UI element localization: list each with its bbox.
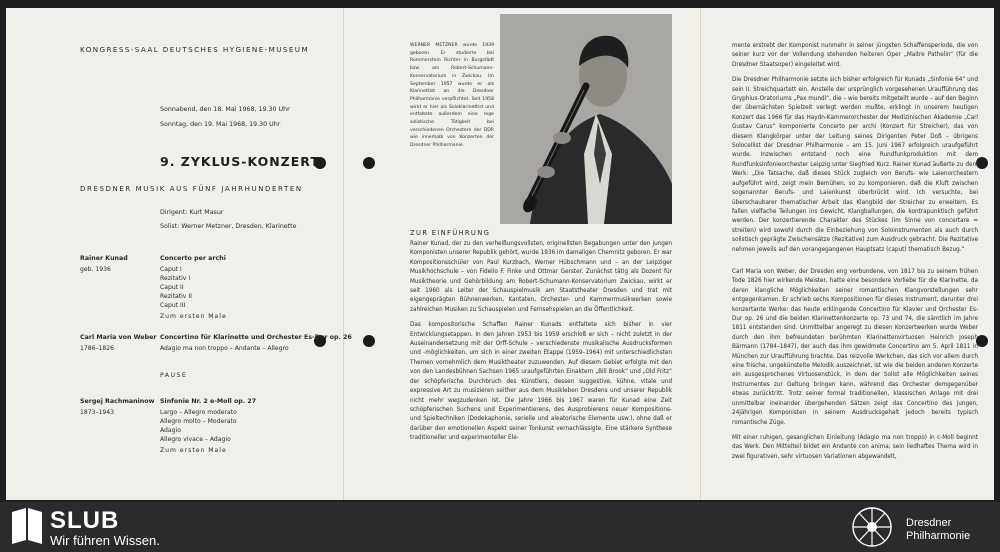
philharmonie-logo-icon [846,504,898,550]
movement: Caput III [160,302,186,309]
soloist-photo [500,14,672,224]
text-paragraph: Die Dresdner Philharmonie setzte sich bisher erfolgreich für Kunads „Sinfonie 64“ und sein II. Streichquartett ein. Anstelle der ursprünglich vorgesehenen Uraufführung des Gryphius-Oratoriums „Pax mundi“, die – wie bereits mitgeteilt wurde – auf den Beginn der übernächsten Spielzeit verlegt werden mußte, erklingt in unserem heutigen Konzert das 1966 für das Haydn-Kammerorchester der Medizinischen Akademie „Carl Gustav Carus“ komponierte Concerto per archi (Konzert für Streicher), das von diesem Klangkörper unter der Leitung seines Dirigenten Peter Doß – übrigens Solocellist der Dresdner Philharmonie – am 15. Juni 1967 erfolgreich uraufgeführt wurde. Inzwischen entstand noch eine Rundfunkproduktion mit dem Rundfunksinfonieorchester Leipzig unter Siegfried Kurz. Rainer Kunad äußerte zu dem Werk: „Die Tatsache, daß dieses Stück zugleich von Berufs- wie Laienorchestern aufgeführt wird, zeigt mein Bemühen, so zu komponieren, daß die Kluft zwischen sogenannter Berufs- und Laienkunst überbrückt wird. Ich versuchte, bei überschaubarer thematischer Arbeit das Klangbild der Streicher zu erweitern. Es fallen vielfache Teilungen ins Gewicht, Klangballungen, die kontrapunktisch geführt werden. Der konzertierende Charakter des Stückes (im Sinne von concertare = streiten) wird sowohl durch die Einbeziehung von Soloinstrumenten als auch durch solistisch geprägte Zwischensätze (Rezitative) zum Ausdruck gebracht. Die Rezitative nehmen jeweils auf den vorangegangenen Hauptsatz (caput) thematisch Bezug.“ [732,77,978,253]
concert-title: 9. ZYKLUS-KONZERT [160,154,320,169]
composer-dates: geb. 1936 [80,266,111,273]
intro-paragraph: Das kompositorische Schaffen Rainer Kunads entfaltete sich bisher in vier Entwicklungsetappen. In den Jahren 1953 bis 1959 erschloß er sich – nicht zuletzt in der Auseinandersetzung mit der Orff-Schule – verschiedenste musikalische Ausdrucksformen und -möglichkeiten, um sich in einer zweiten Etappe (1959–1964) mit unterschiedlichsten Themen vornehmlich dem Musiktheater zuzuwenden. Auf diesem Gebiet erfolgte mit den von den Landesbühnen Sachsen 1965 uraufgeführten Einaktern „Bill Brook“ und „Old Fritz“ der schöpferische Durchbruch des Künstlers, dessen suggestive, kühne, vitale und expressive Art zu musizieren seither aus dem Musikleben Dresdens und unserer Republik nicht mehr wegzudenken ist. Die Jahre 1966 bis 1967 waren für Kunad eine Zeit schöpferischen Suchens und Experimentierens, des Ausprobierens neuer Kompositions- und Spieltechniken (Dodekaphonie, serielle und aleatorische Elemente usw.), ohne daß er darüber den emotionellen Aspekt seiner Tonkunst vernachlässigte. Eine stärkere Synthese traditioneller und experimenteller Ele- [410,322,672,442]
intro-text [410,240,672,450]
movement: Largo – Allegro moderato [160,409,237,416]
orchestra-name-line: Philharmonie [906,530,971,542]
text-paragraph: Carl Maria von Weber, der Dresden eng verbundene, von 1817 bis zu seinem frühen Tode 1826 hier wirkende Meister, hatte eine besondere Vorliebe für die Klarinette, da deren klangliche Möglichkeiten seiner romantischen Klangvorstellungen sehr entgegenkamen. Er schrieb sechs Kompositionen für dieses Instrument, darunter drei konzertante Werke: das heute erklingende Concertino für Klavier und Orchester Es-Dur op. 26 und die beiden Klarinettenkonzerte op. 73 und 74, die sämtlich im Jahre 1811 entstanden sind. Unmittelbar angeregt zu diesen Konzertwerken wurde Weber durch den ihm befreundeten berühmten Klarinettenvirtuosen Heinrich Joseph Bärmann (1784–1847), der auch das ihm gewidmete Concertino am 5. April 1811 in München zur Uraufführung brachte. Das reizvolle Werkchen, das sich vor allem durch eine frische, ungekünstelte Melodik auszeichnet, ist wie die beiden anderen Konzerte ein ausgesprochenes Virtuosenstück, in dem der Solist alle Möglichkeiten seines Instrumentes zur Geltung bringen kann, während das Orchester demgegenüber etwas zurücktritt. Trotz seiner formal traditionellen, klassischen Anlage mit drei unmittelbar ineinander übergehenden Sätzen zeigt das Concertino des jungen, 24jährigen Komponisten in seinem Ausdrucksgehalt jedoch bereits typisch romantische Züge. [732,269,978,426]
composer-weber: Carl Maria von Weber [80,334,157,341]
orchestra-name [906,517,970,543]
composer-rachmaninow: Sergej Rachmaninow [80,398,155,405]
date-saturday: Sonnabend, den 18. Mai 1968, 19.30 Uhr [160,106,290,113]
soloist: Solist: Werner Metzner, Dresden, Klarinette [160,223,297,230]
movement: Rezitativ I [160,275,191,282]
intro-paragraph: Rainer Kunad, der zu den verheißungsvollsten, originellsten Begabungen unter den jungen Komponisten unserer Republik gehört, wurde 1936 im damaligen Chemnitz geboren. Er war Kompositionsschüler von Paul Kurzbach, Werner Hübschmann und – an der Leipziger Musikhochschule – von Fidelio F. Finke und Ottmar Gerster. Zunächst tätig als Dozent für Musiktheorie und Gehörbildung am Robert-Schumann-Konservatorium Zwickau, wirkt er seit 1960 als Leiter der Schauspielmusik am Staatstheater Dresden und trat mit eigengeprägten Bühnenwerken, Kantaten, Orchester- und Kammermusikwerken sowie zahlreichen Musiken zu Schauspielen und Fernsehspielen an die Öffentlichkeit. [410,241,672,313]
composer-dates: 1873–1943 [80,409,115,416]
intro-heading: ZUR EINFÜHRUNG [410,229,491,237]
movement: Adagio [160,427,181,434]
composer-dates: 1786–1826 [80,345,115,352]
premiere-note: Zum ersten Male [160,447,227,454]
slub-book-icon [10,506,44,544]
piece-title: Concerto per archi [160,255,226,262]
library-name: SLUB [50,507,120,534]
punch-hole [363,157,375,169]
date-sunday: Sonntag, den 19. Mai 1968, 19.30 Uhr [160,121,281,128]
fold-line-left [343,8,344,500]
text-paragraph: mente erstrebt der Komponist nunmehr in seiner jüngsten Schaffensperiode, die von seiner kurz vor der Vollendung stehenden heiteren Oper „Maitre Pathelin“ (für die Dresdner Staatsoper) eingeleitet wird. [732,43,978,68]
movement: Caput II [160,284,184,291]
kunad-text-continued [732,42,978,261]
text-paragraph: Mit einer ruhigen, gesanglichen Einleitung (Adagio ma non troppo) in c-Moll beginnt das Werk. Den Mittelteil bildet ein Andante con anima; sein liedhaftes Thema wird in zwei figurativen, sehr virtuosen Variationen abgewandelt, [732,434,978,460]
premiere-note: Zum ersten Male [160,313,227,320]
clarinetist-portrait-image [500,14,672,224]
venue: KONGRESS-SAAL DEUTSCHES HYGIENE-MUSEUM [80,45,310,54]
movement: Rezitativ II [160,293,192,300]
movement: Allegro vivace – Adagio [160,436,231,443]
concert-subtitle: DRESDNER MUSIK AUS FÜNF JAHRHUNDERTEN [80,185,303,193]
orchestra-name-line: Dresdner [906,517,952,529]
soloist-bio: WERNER METZNER wurde 1939 geboren. Er studierte bei Rommerstein Richter in Burgstädt bzw. am Robert-Schumann-Konservatorium in Zwickau. Im September 1957 wurde er als Klarinettist an die Dresdner Philharmonie verpflichtet. Seit 1958 wirkt er hier als Soloklarinettist und entfaltete außerdem eine rege solistische Tätigkeit bei verschiedenen Orchestern der DDR wie innerhalb von Konzerten der Dresdner Philharmonie. [410,43,494,149]
piece-title: Concertino für Klarinette und Orchester Es-Dur op. 26 [160,334,352,341]
movement: Adagio ma non troppo – Andante – Allegro [160,345,289,352]
weber-text [732,268,978,468]
composer-kunad: Rainer Kunad [80,255,128,262]
movement: Caput I [160,266,182,273]
library-tagline: Wir führen Wissen. [50,533,160,548]
fold-line-right [700,8,701,500]
movement: Allegro molto – Moderato [160,418,237,425]
punch-hole [363,335,375,347]
pause-label: PAUSE [160,372,188,379]
conductor: Dirigent: Kurt Masur [160,209,224,216]
piece-title: Sinfonie Nr. 2 e-Moll op. 27 [160,398,257,405]
